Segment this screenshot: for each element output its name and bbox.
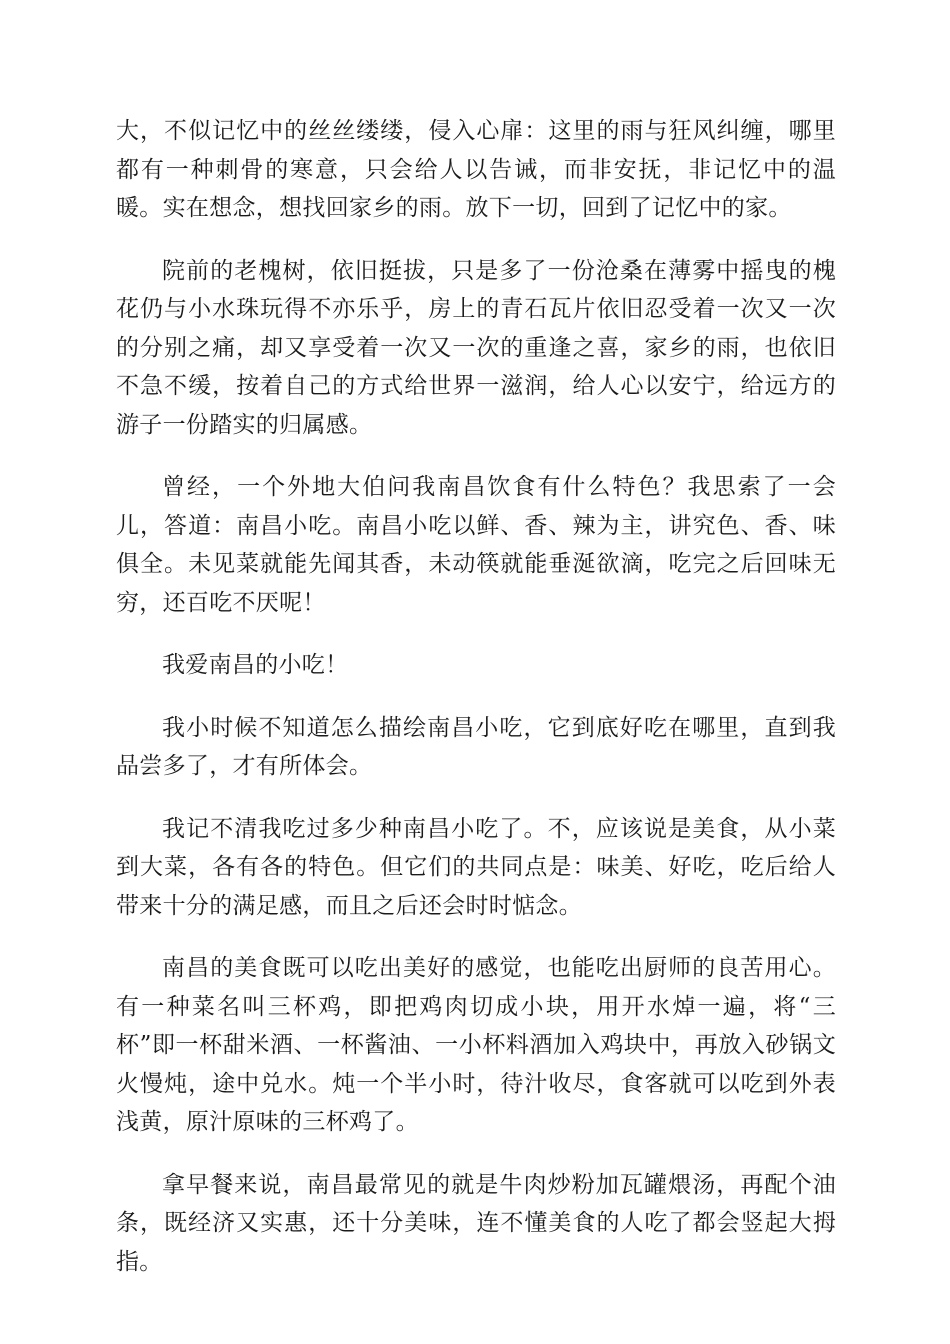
paragraph-4: 我爱南昌的小吃！ <box>162 652 349 678</box>
paragraph-3: 曾经，一个外地大伯问我南昌饮食有什么特色？我思索了一会儿，答道：南昌小吃。南昌小吃以鲜、香、辣为主，讲究色、香、味俱全。未见菜就能先闻其香，未动筷就能垂涎欲滴，吃完之后回味无穷，还百吃不厌呢！ <box>116 474 836 616</box>
paragraph-8: 拿早餐来说，南昌最常见的就是牛肉炒粉加瓦罐煨汤，再配个油条，既经济又实惠，还十分美味，连不懂美食的人吃了都会竖起大拇指。 <box>116 1171 836 1275</box>
paragraph-5: 我小时候不知道怎么描绘南昌小吃，它到底好吃在哪里，直到我品尝多了，才有所体会。 <box>116 714 836 779</box>
paragraph-7: 南昌的美食既可以吃出美好的感觉，也能吃出厨师的良苦用心。有一种菜名叫三杯鸡，即把鸡肉切成小块，用开水焯一遍，将“三杯”即一杯甜米酒、一杯酱油、一小杯料酒加入鸡块中，再放入砂锅文火慢炖，途中兑水。炖一个半小时，待汁收尽，食客就可以吃到外表浅黄，原汁原味的三杯鸡了。 <box>116 955 836 1135</box>
paragraph-6: 我记不清我吃过多少种南昌小吃了。不，应该说是美食，从小菜到大菜，各有各的特色。但它们的共同点是：味美、好吃，吃后给人带来十分的满足感，而且之后还会时时惦念。 <box>116 815 836 919</box>
paragraph-1: 大，不似记忆中的丝丝缕缕，侵入心扉：这里的雨与狂风纠缠，哪里都有一种刺骨的寒意，只会给人以告诫，而非安抚，非记忆中的温暖。实在想念，想找回家乡的雨。放下一切，回到了记忆中的家。 <box>116 118 836 221</box>
paragraph-2: 院前的老槐树，依旧挺拔，只是多了一份沧桑在薄雾中摇曳的槐花仍与小水珠玩得不亦乐乎，房上的青石瓦片依旧忍受着一次又一次的分别之痛，却又享受着一次又一次的重逢之喜，家乡的雨，也依旧不急不缓，按着自己的方式给世界一滋润，给人心以安宁，给远方的游子一份踏实的归属感。 <box>116 257 836 438</box>
document-body <box>116 112 836 1305</box>
